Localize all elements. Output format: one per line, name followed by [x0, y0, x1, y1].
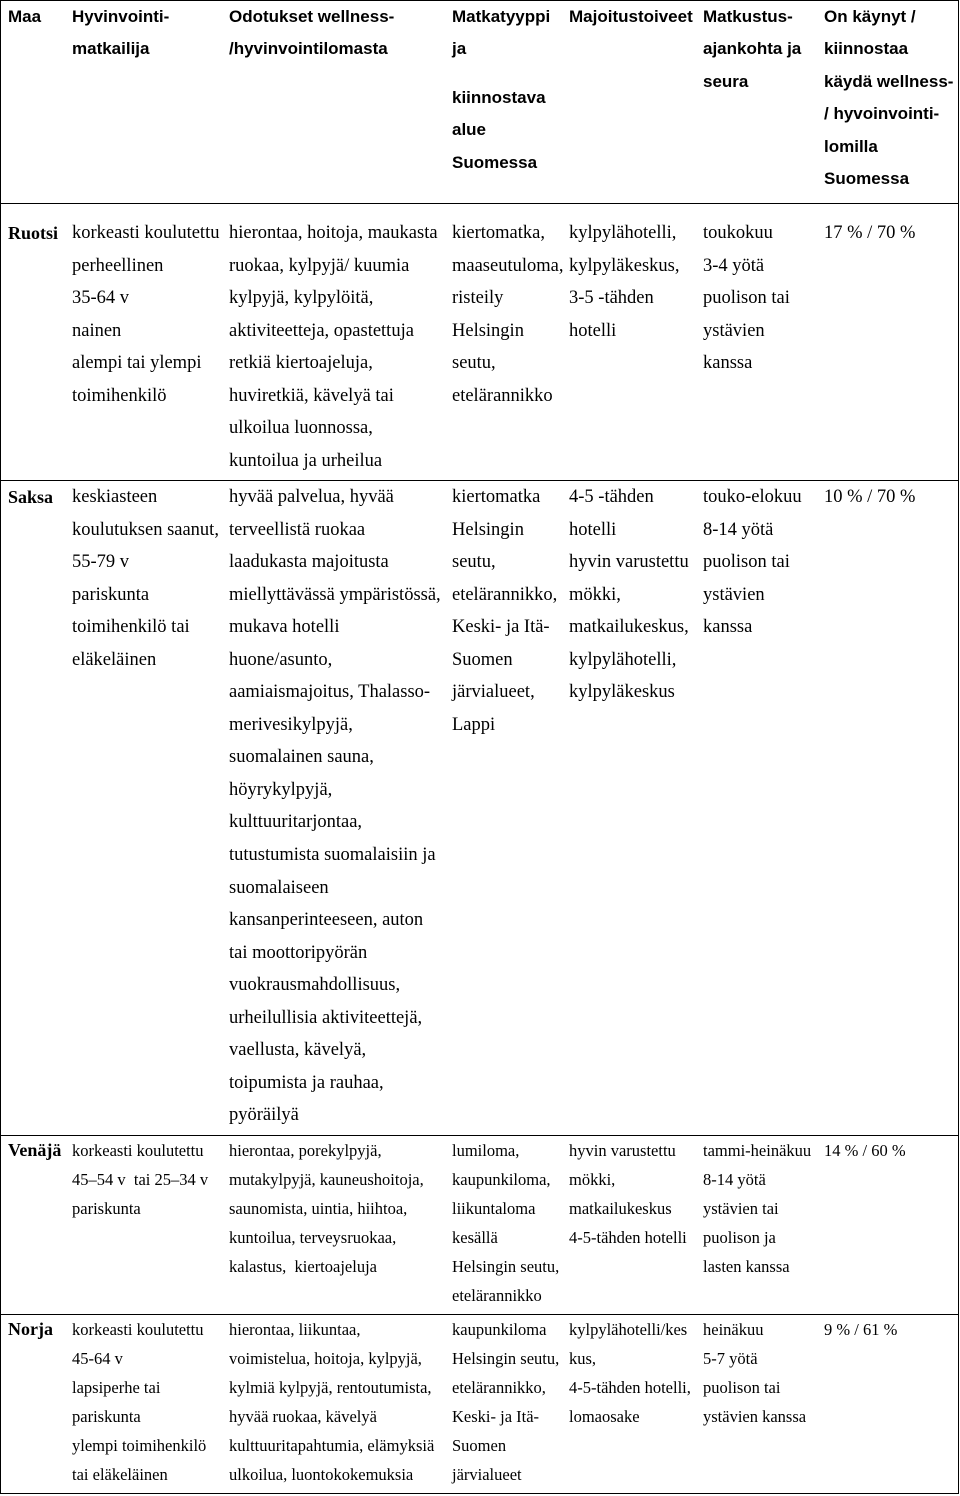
- column-header: [226, 1, 449, 203]
- cell-line: pariskunta: [72, 1198, 141, 1218]
- country-cell: Norja: [8, 1318, 53, 1339]
- cell-line: Keski- ja Itä-: [452, 617, 550, 638]
- column-header: [1, 1, 68, 203]
- cell-line: hyvin varustettu: [569, 1140, 676, 1160]
- cell-line: puolison tai: [703, 1377, 781, 1397]
- cell-line: hierontaa, hoitoja, maukasta: [229, 223, 438, 243]
- cell-line: seutu,: [452, 353, 496, 373]
- cell-line: liikuntaloma: [452, 1198, 536, 1218]
- cell-line: aamiaismajoitus, Thalasso-: [229, 682, 431, 703]
- cell-line: kiertomatka,: [452, 223, 545, 243]
- cell-line: mökki,: [569, 584, 621, 605]
- cell-line: korkeasti koulutettu: [72, 1319, 204, 1339]
- table-cell: [449, 1136, 566, 1310]
- cell-line: toimihenkilö: [72, 385, 167, 406]
- header-line: ajankohta ja: [703, 39, 802, 59]
- cell-line: kylpyläkeskus: [569, 682, 675, 703]
- cell-line: puolison tai: [703, 288, 790, 308]
- cell-line: kanssa: [703, 353, 753, 373]
- cell-line: suomalaiseen: [229, 877, 329, 898]
- header-line: Suomessa: [452, 152, 538, 172]
- header-line: kiinnostaa: [824, 39, 909, 59]
- table-cell: [821, 481, 958, 1132]
- table-cell: [821, 1315, 958, 1489]
- cell-line: lasten kanssa: [703, 1256, 790, 1276]
- header-line: Suomessa: [824, 169, 910, 189]
- cell-line: hyvää ruokaa, kävelyä: [229, 1406, 377, 1426]
- cell-line: höyrykylpyjä,: [229, 779, 333, 800]
- cell-line: matkailukeskus: [569, 1198, 672, 1218]
- cell-line: terveellistä ruokaa: [229, 519, 366, 540]
- cell-line: mukava hotelli: [229, 617, 340, 638]
- cell-line: mökki,: [569, 1169, 616, 1189]
- cell-line: Helsingin: [452, 519, 524, 540]
- column-header: [449, 1, 566, 203]
- cell-line: keskiasteen: [72, 487, 158, 507]
- column-header: [821, 1, 958, 203]
- cell-line: Helsingin: [452, 320, 524, 341]
- cell-line: tai moottoripyörän: [229, 942, 368, 963]
- table-cell: [566, 1136, 700, 1310]
- header-line: Matkatyyppi: [452, 7, 551, 26]
- table-cell: [700, 1136, 821, 1310]
- cell-line: heinäkuu: [703, 1319, 764, 1339]
- cell-line: 4-5 -tähden: [569, 487, 654, 507]
- cell-line: kulttuuritarjontaa,: [229, 812, 363, 833]
- table-row: [1, 480, 958, 1135]
- table-cell: [449, 481, 566, 1132]
- cell-line: 45–54 v tai 25–34 v: [72, 1169, 209, 1189]
- header-row: [1, 1, 958, 204]
- table-row: [1, 1135, 958, 1314]
- cell-line: 10 % / 70 %: [824, 487, 916, 507]
- cell-line: suomalainen sauna,: [229, 747, 374, 768]
- table-cell: [226, 481, 449, 1132]
- header-line: /hyvinvointilomasta: [229, 39, 388, 59]
- cell-line: kalastus, kiertoajeluja: [229, 1256, 377, 1276]
- header-line: matkailija: [72, 39, 150, 59]
- country-cell: Saksa: [8, 487, 54, 507]
- cell-line: 45-64 v: [72, 1348, 123, 1368]
- cell-line: kansanperinteeseen, auton: [229, 910, 424, 931]
- cell-line: 8-14 yötä: [703, 1169, 766, 1189]
- cell-line: järvialueet: [452, 1464, 522, 1484]
- cell-line: toukokuu: [703, 223, 773, 243]
- cell-line: korkeasti koulutettu: [72, 223, 220, 243]
- cell-line: toipumista ja rauhaa,: [229, 1072, 384, 1093]
- cell-line: 17 % / 70 %: [824, 223, 916, 243]
- cell-line: kiertomatka: [452, 487, 541, 507]
- table-cell: [821, 217, 958, 477]
- table-cell: [449, 217, 566, 477]
- header-line: kiinnostava: [452, 87, 546, 107]
- cell-line: hierontaa, liikuntaa,: [229, 1319, 361, 1339]
- header-line: ja: [452, 39, 467, 59]
- cell-line: lumiloma,: [452, 1140, 520, 1160]
- header-line: seura: [703, 71, 749, 91]
- cell-line: etelärannikko: [452, 1285, 542, 1305]
- cell-line: toimihenkilö tai: [72, 617, 190, 638]
- table-cell: [449, 1315, 566, 1489]
- cell-line: Keski- ja Itä-: [452, 1406, 540, 1426]
- header-line: alue: [452, 120, 487, 140]
- table-cell: [700, 481, 821, 1132]
- header-line: Hyvinvointi-: [72, 7, 170, 26]
- cell-line: kuntoilua ja urheilua: [229, 450, 383, 471]
- cell-line: 5-7 yötä: [703, 1348, 758, 1368]
- table-cell: [700, 1315, 821, 1489]
- cell-line: ylempi toimihenkilö: [72, 1435, 207, 1455]
- cell-line: maaseutuloma,: [452, 255, 564, 276]
- cell-line: hotelli: [569, 320, 617, 341]
- cell-line: nainen: [72, 320, 122, 341]
- cell-line: 3-5 -tähden: [569, 288, 654, 308]
- country-cell: Venäjä: [8, 1139, 62, 1160]
- table-cell: [566, 1315, 700, 1489]
- header-line: Matkustus-: [703, 7, 793, 26]
- cell-line: kylpyläkeskus,: [569, 255, 680, 276]
- cell-line: 55-79 v: [72, 552, 130, 573]
- column-header: [700, 1, 821, 203]
- cell-line: 4-5-tähden hotelli: [569, 1227, 687, 1247]
- cell-line: Suomen: [452, 1435, 507, 1455]
- cell-line: kylpylähotelli,: [569, 649, 677, 670]
- cell-line: pariskunta: [72, 1406, 141, 1426]
- cell-line: etelärannikko: [452, 385, 553, 406]
- cell-line: etelärannikko,: [452, 584, 558, 605]
- header-line: Maa: [8, 7, 42, 26]
- cell-line: ystävien: [703, 320, 765, 341]
- cell-line: ystävien tai: [703, 1198, 779, 1218]
- cell-line: hyvää palvelua, hyvää: [229, 487, 394, 507]
- header-line: käydä wellness-: [824, 71, 954, 91]
- cell-line: seutu,: [452, 552, 496, 573]
- cell-line: 35-64 v: [72, 288, 130, 308]
- cell-line: tutustumista suomalaisiin ja: [229, 845, 436, 866]
- cell-line: lomaosake: [569, 1406, 640, 1426]
- cell-line: perheellinen: [72, 255, 164, 276]
- cell-line: pyöräilyä: [229, 1105, 299, 1126]
- cell-line: aktiviteetteja, opastettuja: [229, 320, 414, 341]
- cell-line: miellyttävässä ympäristössä,: [229, 584, 441, 605]
- cell-line: 14 % / 60 %: [824, 1140, 906, 1160]
- cell-line: Lappi: [452, 714, 496, 735]
- cell-line: kus,: [569, 1348, 597, 1368]
- cell-line: kylpylähotelli,: [569, 223, 677, 243]
- cell-line: ulkoilua luonnossa,: [229, 418, 373, 438]
- table-row: [1, 204, 958, 480]
- column-header: [566, 1, 700, 203]
- table-cell: [68, 481, 226, 1132]
- cell-line: tai eläkeläinen: [72, 1464, 168, 1484]
- cell-line: pariskunta: [72, 584, 150, 605]
- cell-line: hierontaa, porekylpyjä,: [229, 1140, 382, 1160]
- cell-line: Helsingin seutu,: [452, 1348, 560, 1368]
- cell-line: ulkoilua, luontokokemuksia: [229, 1464, 414, 1484]
- cell-line: korkeasti koulutettu: [72, 1140, 204, 1160]
- header-line: Odotukset wellness-: [229, 7, 395, 26]
- cell-line: ruokaa, kylpyjä/ kuumia: [229, 255, 410, 276]
- cell-line: huone/asunto,: [229, 649, 333, 670]
- cell-line: 3-4 yötä: [703, 255, 765, 276]
- header-line: lomilla: [824, 136, 878, 156]
- cell-line: hyvin varustettu: [569, 552, 689, 573]
- cell-line: tammi-heinäkuu: [703, 1140, 812, 1160]
- cell-line: kesällä: [452, 1227, 498, 1247]
- cell-line: 4-5-tähden hotelli,: [569, 1377, 691, 1397]
- cell-line: voimistelua, hoitoja, kylpyjä,: [229, 1348, 422, 1368]
- cell-line: kylmiä kylpyjä, rentoutumista,: [229, 1377, 432, 1397]
- cell-line: saunomista, uintia, hiihtoa,: [229, 1198, 408, 1218]
- cell-line: järvialueet,: [452, 682, 535, 703]
- cell-line: koulutuksen saanut,: [72, 519, 219, 540]
- cell-line: kylpyjä, kylpylöitä,: [229, 288, 374, 308]
- header-line: On käynyt /: [824, 7, 916, 26]
- cell-line: Suomen: [452, 649, 513, 670]
- cell-line: retkiä kiertoajeluja,: [229, 353, 373, 373]
- cell-line: matkailukeskus,: [569, 617, 689, 638]
- table-cell: [821, 1136, 958, 1310]
- cell-line: huviretkiä, kävelyä tai: [229, 385, 394, 406]
- cell-line: kaupunkiloma: [452, 1319, 547, 1339]
- cell-line: alempi tai ylempi: [72, 353, 202, 373]
- cell-line: puolison ja: [703, 1227, 776, 1247]
- cell-line: kanssa: [703, 617, 753, 638]
- table-cell: [68, 1136, 226, 1310]
- cell-line: ystävien: [703, 584, 765, 605]
- cell-line: risteily: [452, 288, 504, 308]
- cell-line: puolison tai: [703, 552, 790, 573]
- cell-line: hotelli: [569, 519, 617, 540]
- cell-line: ystävien kanssa: [703, 1406, 807, 1426]
- column-header: [68, 1, 226, 203]
- cell-line: lapsiperhe tai: [72, 1377, 161, 1397]
- cell-line: mutakylpyjä, kauneushoitoja,: [229, 1169, 424, 1189]
- table-cell: [566, 481, 700, 1132]
- table-cell: [226, 1315, 449, 1489]
- header-line: Majoitustoiveet: [569, 7, 693, 26]
- cell-line: kaupunkiloma,: [452, 1169, 551, 1189]
- table-cell: [226, 217, 449, 477]
- cell-line: eläkeläinen: [72, 649, 157, 670]
- cell-line: kulttuuritapahtumia, elämyksiä: [229, 1435, 435, 1455]
- table-row: [1, 1314, 958, 1493]
- cell-line: 8-14 yötä: [703, 519, 774, 540]
- cell-line: kylpylähotelli/kes: [569, 1319, 688, 1339]
- table-cell: [68, 217, 226, 477]
- country-cell: Ruotsi: [8, 223, 59, 243]
- cell-line: vuokrausmahdollisuus,: [229, 975, 401, 996]
- cell-line: laadukasta majoitusta: [229, 552, 389, 573]
- cell-line: Helsingin seutu,: [452, 1256, 560, 1276]
- cell-line: kuntoilua, terveysruokaa,: [229, 1227, 397, 1247]
- header-line: / hyvoinvointi-: [824, 104, 940, 124]
- table-cell: [700, 217, 821, 477]
- cell-line: etelärannikko,: [452, 1377, 546, 1397]
- cell-line: merivesikylpyjä,: [229, 714, 353, 735]
- table-cell: [226, 1136, 449, 1310]
- cell-line: vaellusta, kävelyä,: [229, 1040, 367, 1061]
- cell-line: urheilullisia aktiviteettejä,: [229, 1007, 423, 1028]
- table-cell: [566, 217, 700, 477]
- table-cell: [68, 1315, 226, 1489]
- cell-line: touko-elokuu: [703, 487, 802, 507]
- cell-line: 9 % / 61 %: [824, 1319, 898, 1339]
